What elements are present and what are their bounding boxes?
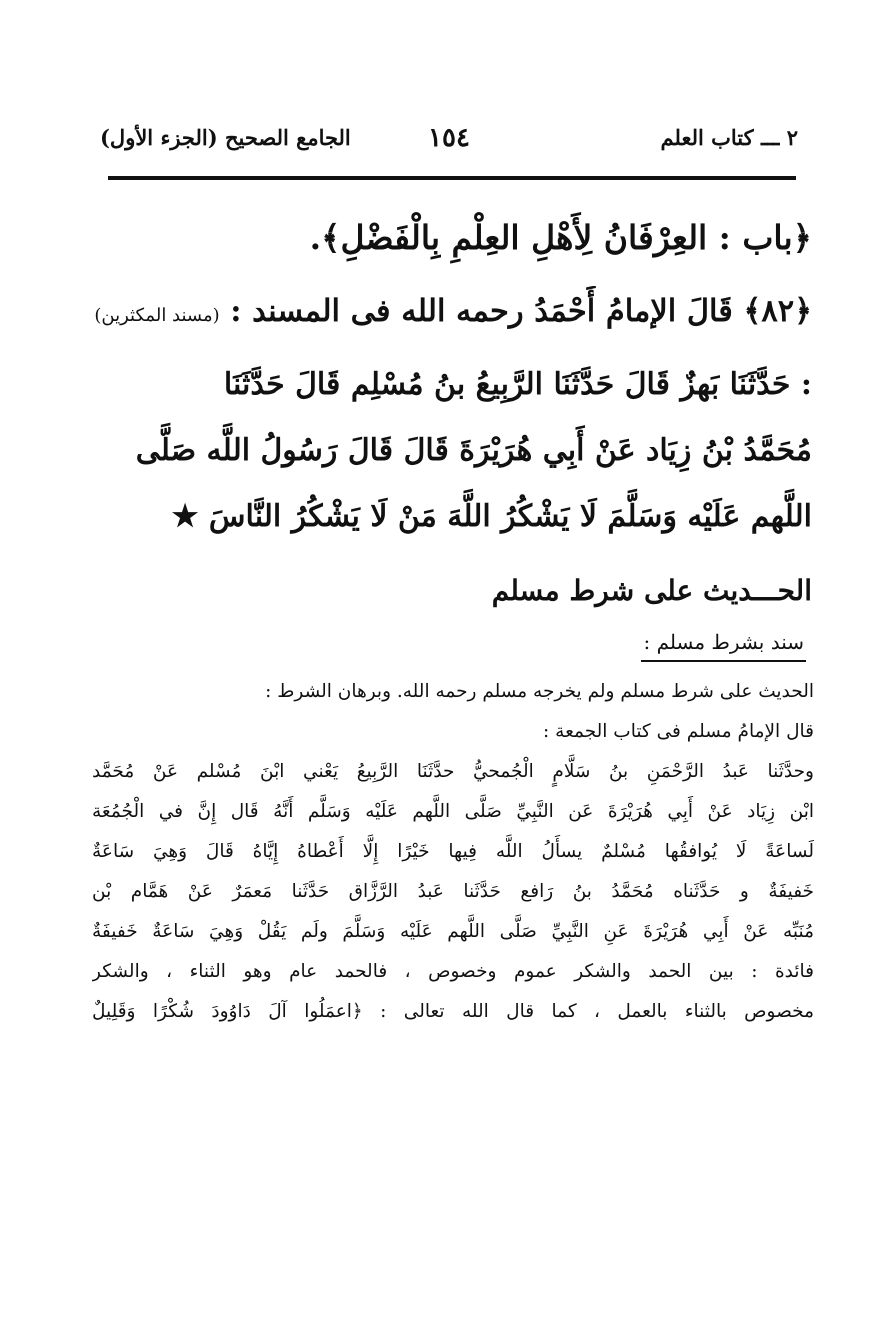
commentary-line: ابْن زِيَاد عَنْ أَبِي هُرَيْرَةَ عَن النَّبِيِّ صَلَّى اللَّهم عَلَيْه وَسَلَّم أَنَّهُ قَال إِنَّ في الْجُمُعَة [92,801,814,822]
commentary-line: الحديث على شرط مسلم ولم يخرجه مسلم رحمه الله. وبرهان الشرط : [265,681,814,702]
commentary-line: فائدة : بين الحمد والشكر عموم وخصوص ، فالحمد عام وهو الثناء ، والشكر [92,961,814,982]
header-book-title: الجامع الصحيح (الجزء الأول) [100,125,351,150]
hadith-line: : حَدَّثَنَا بَهزٌ قَالَ حَدَّثَنَا الرَّبِيعُ بنُ مُسْلِم قَالَ حَدَّثَنَا [223,367,812,402]
hadith-line: مُحَمَّدُ بْنُ زِيَاد عَنْ أَبِي هُرَيْرَةَ قَالَ قَالَ رَسُولُ اللَّه صَلَّى [135,433,812,468]
commentary-line: مخصوص بالثناء بالعمل ، كما قال الله تعالى : ﴿اعمَلُوا آلَ دَاوُودَ شُكْرًا وَقَلِيلٌ [92,1001,814,1022]
section-heading: سند بشرط مسلم : [641,624,806,662]
commentary-line: قال الإمامُ مسلم فى كتاب الجمعة : [543,721,814,742]
hadith-grade: الحـــديث على شرط مسلم [491,574,812,607]
commentary-line: وحدَّثَنا عَبدُ الرَّحْمَنِ بنُ سَلَّامٍ الْجُمحيُّ حدَّثَنَا الرَّبِيعُ يَعْني ابْنَ مُسْلم عَنْ مُحَمَّد [92,761,814,782]
hadith-heading-text: ﴿٨٢﴾ قَالَ الإمامُ أَحْمَدُ رحمه الله فى المسند : [230,293,812,329]
running-header [100,118,798,158]
chapter-title: ﴿باب : العِرْفَانُ لِأَهْلِ العِلْمِ بِالْفَضْلِ﴾. [309,218,812,257]
hadith-line: اللَّهم عَلَيْه وَسَلَّمَ لَا يَشْكُرُ اللَّهَ مَنْ لَا يَشْكُرُ النَّاسَ ★ [171,499,812,534]
page-number: ١٥٤ [428,123,470,153]
hadith-heading [90,286,812,341]
hadith-text [90,352,812,550]
header-rule [108,176,796,180]
commentary [92,672,814,1032]
commentary-line: خَفيفَةٌ و حَدَّثَناه مُحَمَّدُ بنُ رَافع حَدَّثَنا عَبدُ الرَّزَّاق حَدَّثَنا مَعمَرٌ عَنْ هَمَّام بْن [92,881,814,902]
header-chapter: ٢ ـــ كتاب العلم [660,125,798,150]
commentary-line: مُنَبِّه عَنْ أَبِي هُرَيْرَةَ عَنِ النَّبِيِّ صَلَّى اللَّهم عَلَيْه وَسَلَّمَ ولَم يَقُلْ وَهِيَ سَاعَةٌ خَفيفَةٌ [92,921,814,942]
commentary-line: لَساعَةً لَا يُوافقُها مُسْلمٌ يسأَلُ اللَّه فِيها خَيْرًا إِلَّا أَعْطاهُ إِيَّاهُ قَالَ وَهِيَ سَاعَةٌ [92,841,814,862]
source-note: (مسند المكثرين) [94,305,220,326]
